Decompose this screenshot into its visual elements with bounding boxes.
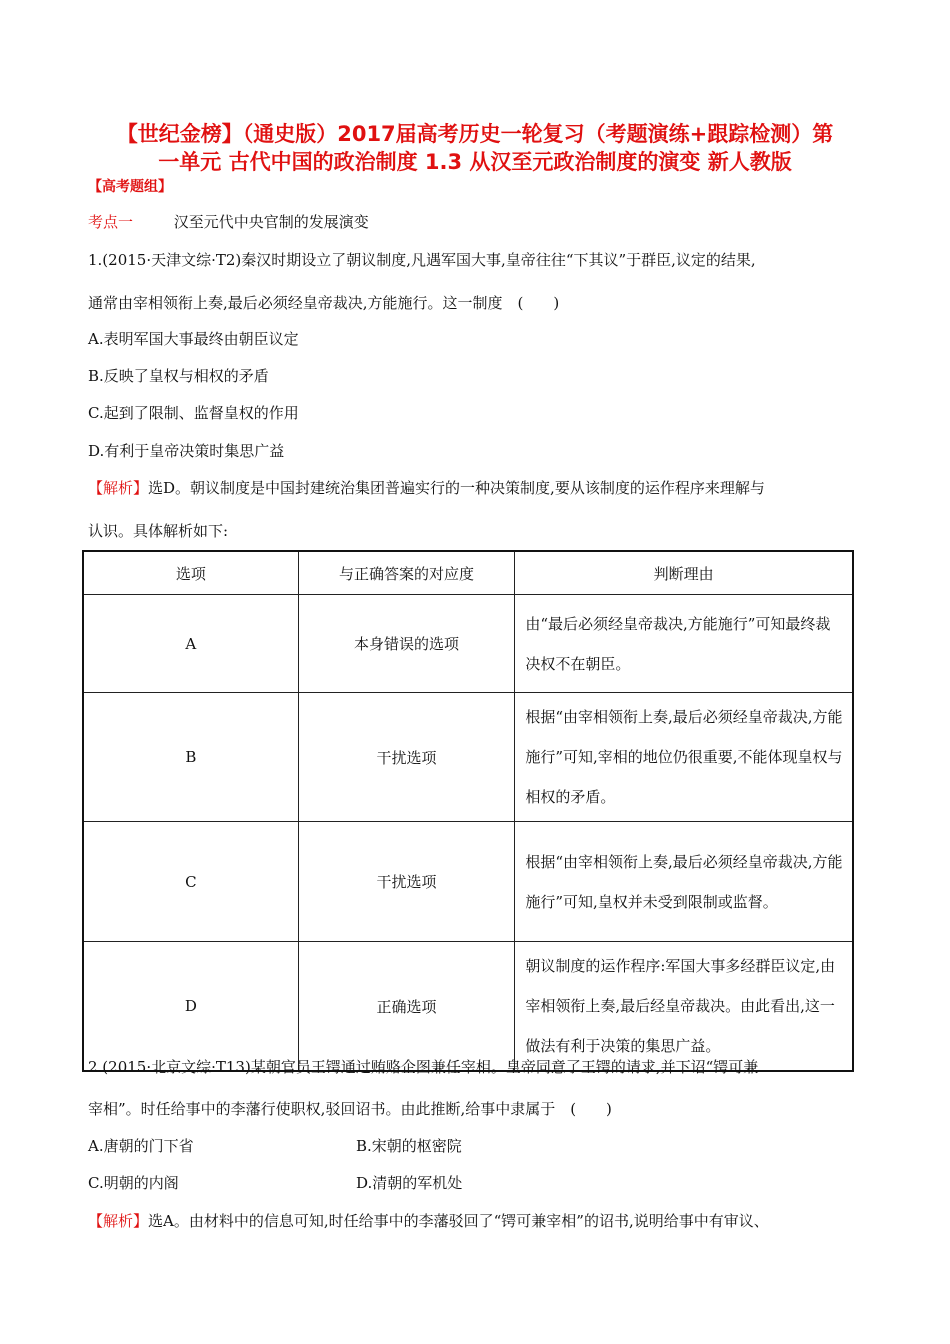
q2-options-row-2	[88, 1172, 624, 1193]
q1-option-a: A.表明军国大事最终由朝臣议定	[88, 330, 299, 348]
table-cell-reason: 由“最后必须经皇帝裁决,方能施行”可知最终裁决权不在朝臣。	[515, 595, 853, 693]
q1-analysis-text: 选D。朝议制度是中国封建统治集团普遍实行的一种决策制度,要从该制度的运作程序来理解与	[148, 479, 765, 497]
table-cell-match: 干扰选项	[298, 822, 515, 942]
table-cell-option: C	[83, 822, 298, 942]
table-header-row	[83, 551, 853, 595]
q2-analysis-tag: 【解析】	[88, 1212, 149, 1230]
topic-label: 考点一	[88, 213, 134, 231]
table-cell-match: 干扰选项	[298, 693, 515, 822]
q1-analysis-tag: 【解析】	[88, 479, 149, 497]
q2-option-c: C.明朝的内阁	[88, 1174, 179, 1192]
table-cell-option: B	[83, 693, 298, 822]
table-row	[83, 595, 853, 693]
section-tag: 【高考题组】	[88, 179, 172, 195]
q2-option-d: D.清朝的军机处	[356, 1174, 463, 1192]
q1-analysis-line-2: 认识。具体解析如下:	[88, 522, 229, 540]
topic-heading	[88, 211, 369, 232]
q2-option-b: B.宋朝的枢密院	[356, 1137, 462, 1155]
table-cell-reason: 根据“由宰相领衔上奏,最后必须经皇帝裁决,方能施行”可知,皇权并未受到限制或监督。	[515, 822, 853, 942]
table-cell-reason: 根据“由宰相领衔上奏,最后必须经皇帝裁决,方能施行”可知,宰相的地位仍很重要,不能体现皇权与相权的矛盾。	[515, 693, 853, 822]
q1-stem-line-1: 1.(2015·天津文综·T2)秦汉时期设立了朝议制度,凡遇军国大事,皇帝往往“下其议”于群臣,议定的结果,	[88, 251, 756, 269]
q2-analysis-text: 选A。由材料中的信息可知,时任给事中的李藩驳回了“锷可兼宰相”的诏书,说明给事中有审议、	[148, 1212, 769, 1230]
q1-stem-line-2: 通常由宰相领衔上奏,最后必须经皇帝裁决,方能施行。这一制度 ( )	[88, 294, 560, 312]
q2-option-a: A.唐朝的门下省	[88, 1137, 194, 1155]
table-cell-reason: 朝议制度的运作程序:军国大事多经群臣议定,由宰相领衔上奏,最后经皇帝裁决。由此看出,这一做法有利于决策的集思广益。	[515, 942, 853, 1072]
q1-option-c: C.起到了限制、监督皇权的作用	[88, 404, 299, 422]
table-header: 选项	[83, 551, 298, 595]
table-cell-option: A	[83, 595, 298, 693]
table-cell-match: 本身错误的选项	[298, 595, 515, 693]
q2-stem-line-1: 2.(2015·北京文综·T13)某朝官员王锷通过贿赂企图兼任宰相。皇帝同意了王锷的请求,并下诏“锷可兼	[88, 1058, 759, 1076]
table-row	[83, 942, 853, 1072]
table-header: 判断理由	[515, 551, 853, 595]
q1-option-b: B.反映了皇权与相权的矛盾	[88, 367, 269, 385]
topic-text: 汉至元代中央官制的发展演变	[173, 213, 369, 231]
table-header: 与正确答案的对应度	[298, 551, 515, 595]
q1-option-d: D.有利于皇帝决策时集思广益	[88, 442, 285, 460]
q2-analysis-line-1	[88, 1210, 769, 1231]
q2-stem-line-2: 宰相”。时任给事中的李藩行使职权,驳回诏书。由此推断,给事中隶属于 ( )	[88, 1100, 612, 1118]
table-row	[83, 822, 853, 942]
table-cell-match: 正确选项	[298, 942, 515, 1072]
table-cell-option: D	[83, 942, 298, 1072]
page-title	[80, 120, 870, 176]
analysis-table	[82, 550, 854, 1072]
table-row	[83, 693, 853, 822]
title-line-2: 一单元 古代中国的政治制度 1.3 从汉至元政治制度的演变 新人教版	[158, 150, 792, 174]
title-line-1: 【世纪金榜】（通史版）2017届高考历史一轮复习（考题演练+跟踪检测）第	[116, 122, 834, 146]
q2-options-row-1	[88, 1135, 624, 1156]
q1-analysis-line-1	[88, 477, 765, 498]
